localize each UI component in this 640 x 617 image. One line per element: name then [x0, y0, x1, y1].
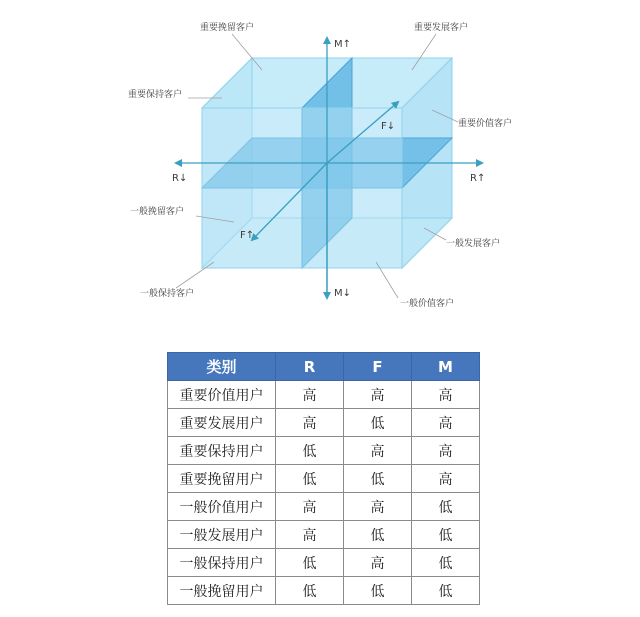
- label-important-keep: 重要保持客户: [128, 90, 183, 100]
- label-general-develop: 一般发展客户: [446, 239, 501, 249]
- table-row: [168, 381, 480, 409]
- cell-category: 一般发展用户: [168, 521, 276, 549]
- cell-m: 低: [412, 521, 480, 549]
- cell-f: 高: [344, 381, 412, 409]
- cell-m: 高: [412, 381, 480, 409]
- cell-r: 低: [276, 577, 344, 605]
- table-row: [168, 521, 480, 549]
- header-f: F: [344, 353, 412, 381]
- cell-category: 重要价值用户: [168, 381, 276, 409]
- axis-label-r-up: R↑: [470, 173, 486, 184]
- cell-m: 低: [412, 577, 480, 605]
- table-header-row: [168, 353, 480, 381]
- axis-label-f-up: F↑: [240, 230, 255, 241]
- axis-label-r-down: R↓: [172, 173, 188, 184]
- cell-f: 低: [344, 409, 412, 437]
- label-important-develop: 重要发展客户: [414, 23, 469, 33]
- axis-label-f-down: F↓: [381, 121, 396, 132]
- axis-label-m-up: M↑: [334, 39, 352, 50]
- cell-category: 重要挽留用户: [168, 465, 276, 493]
- cell-r: 高: [276, 381, 344, 409]
- cell-r: 低: [276, 549, 344, 577]
- cell-m: 高: [412, 409, 480, 437]
- cell-f: 低: [344, 465, 412, 493]
- cell-category: 重要保持用户: [168, 437, 276, 465]
- cell-f: 低: [344, 521, 412, 549]
- cell-r: 高: [276, 409, 344, 437]
- cell-r: 低: [276, 437, 344, 465]
- cell-r: 高: [276, 493, 344, 521]
- header-category: 类别: [168, 353, 276, 381]
- cell-f: 高: [344, 549, 412, 577]
- cell-m: 低: [412, 549, 480, 577]
- rfm-classification-table: [167, 352, 480, 605]
- leader-general-keep: [176, 262, 214, 288]
- label-general-value: 一般价值客户: [400, 299, 455, 309]
- header-r: R: [276, 353, 344, 381]
- table-row: [168, 493, 480, 521]
- table-row: [168, 409, 480, 437]
- cell-f: 低: [344, 577, 412, 605]
- cell-r: 低: [276, 465, 344, 493]
- table-row: [168, 437, 480, 465]
- table-row: [168, 577, 480, 605]
- label-general-keep: 一般保持客户: [140, 289, 195, 299]
- table-row: [168, 549, 480, 577]
- axis-label-m-down: M↓: [334, 288, 352, 299]
- label-important-retain: 重要挽留客户: [200, 23, 255, 33]
- cell-m: 低: [412, 493, 480, 521]
- cell-f: 高: [344, 493, 412, 521]
- cell-f: 高: [344, 437, 412, 465]
- cell-m: 高: [412, 465, 480, 493]
- cell-r: 高: [276, 521, 344, 549]
- cell-category: 一般挽留用户: [168, 577, 276, 605]
- cell-category: 一般保持用户: [168, 549, 276, 577]
- header-m: M: [412, 353, 480, 381]
- table-row: [168, 465, 480, 493]
- cell-category: 重要发展用户: [168, 409, 276, 437]
- cell-m: 高: [412, 437, 480, 465]
- cell-category: 一般价值用户: [168, 493, 276, 521]
- label-important-value: 重要价值客户: [458, 119, 513, 129]
- label-general-retain: 一般挽留客户: [130, 207, 185, 217]
